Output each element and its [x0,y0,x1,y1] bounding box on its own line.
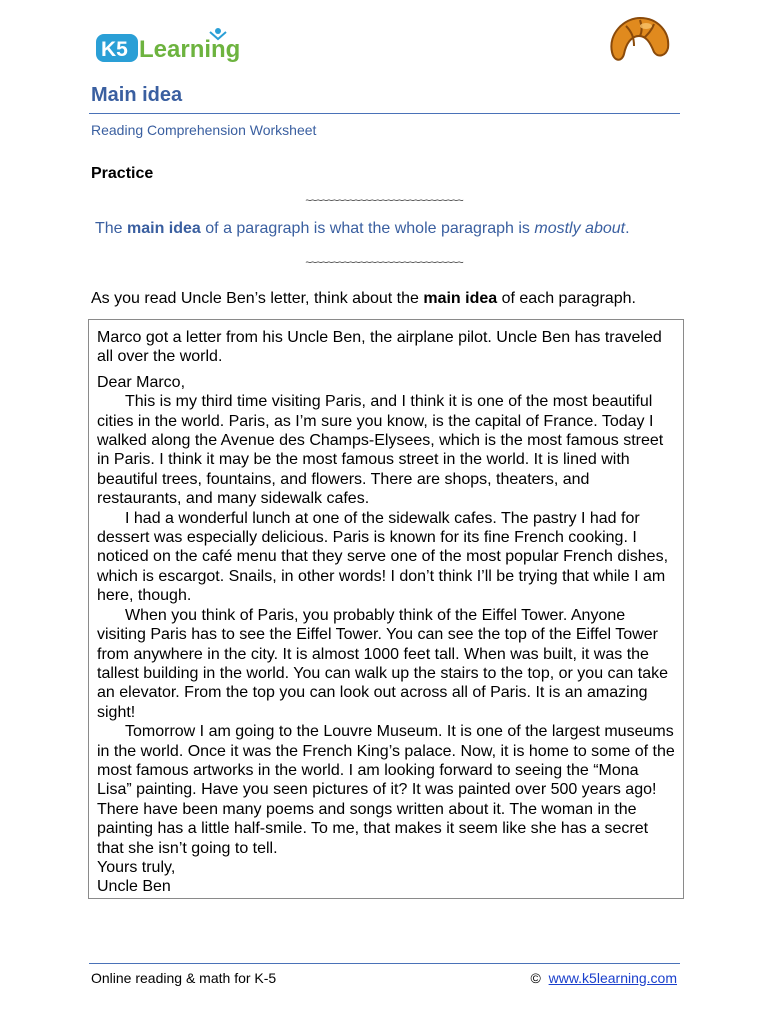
logo-figure-head [215,28,221,34]
croissant-icon [606,12,672,72]
separator-bottom: ~~~~~~~~~~~~~~~~~~~~~~~~~~~~~ [305,257,463,269]
letter-paragraph: I had a wonderful lunch at one of the sidewalk cafes. The pastry I had for dessert was especially delicious. Paris is known for its fine French cooking. I noticed on the café menu that they serve one of the most popular French dishes, which is escargot. Snails, in other words! I don’t think I’ll be trying that while I am here, though. [97,509,669,605]
logo-learning-text: Learning [139,36,241,63]
story-box [88,319,684,899]
footer-divider [89,963,680,964]
footer-tagline: Online reading & math for K-5 [91,970,277,986]
separator-top: ~~~~~~~~~~~~~~~~~~~~~~~~~~~~~ [305,195,463,207]
copyright-symbol: © [530,970,541,986]
page-title: Main idea [91,84,183,106]
letter-closing: Yours truly, [97,858,176,876]
footer-link-group [531,970,678,986]
letter-paragraph: Tomorrow I am going to the Louvre Museum. It is one of the largest museums in the world. Once it was the French King’s palace. Now, it is home to some of the most famous artworks in the world. I am looking forward to seeing the “Mona Lisa” painting. Have you seen pictures of it? It was painted over 500 years ago! There have been many poems and songs written about it. The woman in the painting has a little half-smile. To me, that makes it seem like she has a secret that she isn’t going to tell. [97,723,675,857]
logo-k5-text: K5 [101,38,128,61]
letter-signature: Uncle Ben [97,878,171,896]
instruction-text: As you read Uncle Ben’s letter, think about the main idea of each paragraph. [91,290,636,307]
letter-paragraph: When you think of Paris, you probably think of the Eiffel Tower. Anyone visiting Paris has to see the Eiffel Tower. You can see the top of the Eiffel Tower from anywhere in the city. It is almost 1000 feet tall. When was built, it was the tallest building in the world. You can walk up the stairs to the top, or you can take an elevator. From the top you can look out across all of Paris. It is an amazing sight! [97,606,669,721]
story-intro: Marco got a letter from his Uncle Ben, the airplane pilot. Uncle Ben has traveled all over the world. [97,329,662,366]
definition-text: The main idea of a paragraph is what the whole paragraph is mostly about. [95,220,630,237]
k5-learning-logo[interactable] [94,26,258,66]
section-heading: Practice [91,165,154,182]
title-divider [89,113,680,114]
footer-website-link[interactable]: www.k5learning.com [548,970,677,986]
letter-greeting: Dear Marco, [97,373,186,391]
letter-paragraph: This is my third time visiting Paris, and I think it is one of the most beautiful cities in the world. Paris, as I’m sure you know, is the capital of France. Today I walked along the Avenue des Champs-Elysees, which is the most famous street in Paris. I think it may be the most famous street in the world. It is lined with beautiful trees, fountains, and flowers. There are shops, theaters, and restaurants, and many sidewalk cafes. [97,393,664,508]
page-subtitle: Reading Comprehension Worksheet [91,122,317,138]
